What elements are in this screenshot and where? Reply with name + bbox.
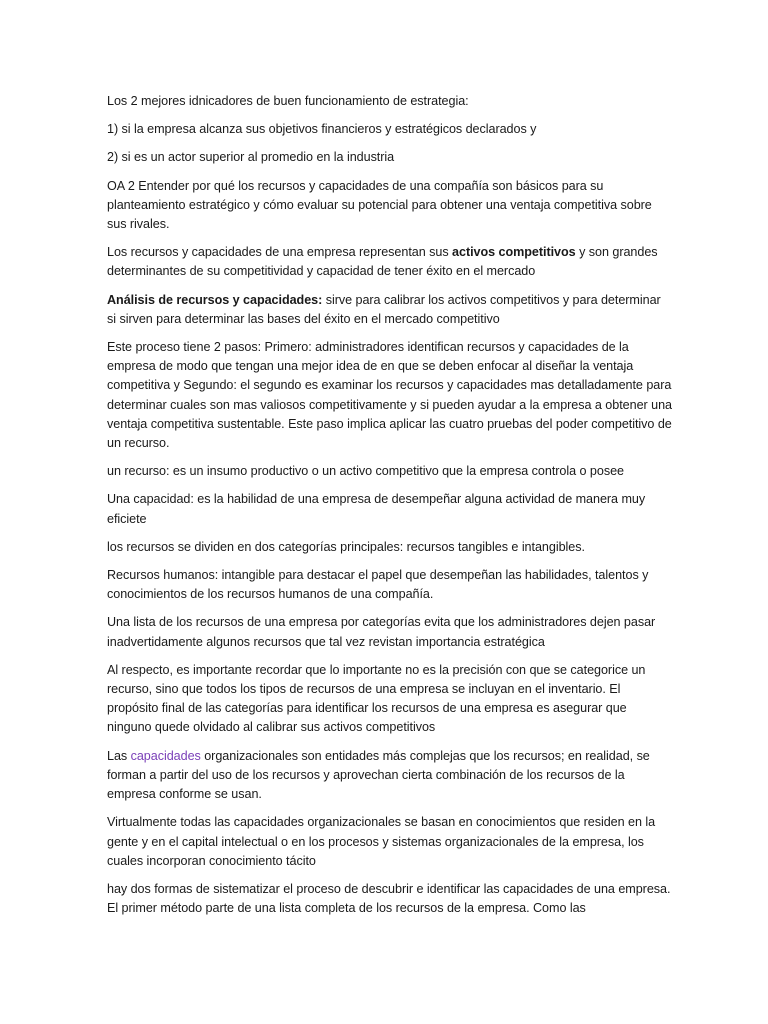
text-segment: Virtualmente todas las capacidades organizacionales se basan en conocimientos que residen en la gente y en el capital intelectual o en los procesos y sistemas organizacionales de la empresa, los cuales incorporan conocimiento tácito (107, 815, 656, 868)
text-segment: 2) si es un actor superior al promedio en la industria (107, 150, 395, 165)
text-segment: 1) si la empresa alcanza sus objetivos financieros y estratégicos declarados y (107, 122, 537, 137)
text-segment: OA 2 Entender por qué los recursos y capacidades de una compañía son básicos para su planteamiento estratégico y cómo evaluar su potencial para obtener una ventaja competitiva sobre sus rivales. (107, 178, 652, 232)
paragraph (107, 243, 672, 281)
paragraph (107, 538, 672, 557)
paragraph (107, 813, 672, 871)
paragraph (107, 747, 672, 805)
text-segment: Los recursos y capacidades de una empresa representan sus (107, 245, 453, 260)
text-segment: y son grandes determinantes de su competitividad y capacidad de tener éxito en el mercado (107, 245, 658, 279)
text-segment: Una lista de los recursos de una empresa por categorías evita que los administradores dejen pasar inadvertidamente algunos recursos que tal vez revistan importancia estratégica (107, 615, 656, 649)
paragraph (107, 177, 672, 235)
paragraph (107, 566, 672, 604)
bold-text: Análisis de recursos y capacidades: (107, 292, 323, 307)
document-body (107, 92, 672, 918)
highlighted-term: capacidades (130, 748, 201, 763)
text-segment: los recursos se dividen en dos categorías principales: recursos tangibles e intangibles. (107, 539, 585, 554)
paragraph (107, 880, 672, 918)
paragraph (107, 291, 672, 329)
paragraph (107, 490, 672, 528)
text-segment: Recursos humanos: intangible para destacar el papel que desempeñan las habilidades, talentos y conocimientos de los recursos humanos de una compañía. (107, 568, 649, 602)
text-segment: Este proceso tiene 2 pasos: Primero: administradores identifican recursos y capacidades de la empresa de modo que tengan una mejor idea de en que se deben enfocar al diseñar la ventaja competitiva y Segundo: el segundo es examinar los recursos y capacidades mas detalladamente para determinar cuales son mas valiosos competitivamente y si pueden ayudar a la empresa a obtener una ventaja competitiva sustentable. Este paso implica aplicar las cuatro pruebas del poder competitivo de un recurso. (107, 340, 672, 451)
text-segment: sirve para calibrar los activos competitivos y para determinar si sirven para determinar las bases del éxito en el mercado competitivo (107, 292, 661, 326)
paragraph (107, 338, 672, 453)
text-segment: organizacionales son entidades más complejas que los recursos; en realidad, se forman a partir del uso de los recursos y aprovechan cierta combinación de los recursos de la empresa conforme se usan. (107, 748, 650, 802)
text-segment: hay dos formas de sistematizar el proceso de descubrir e identificar las capacidades de una empresa. El primer método parte de una lista completa de los recursos de la empresa. Como las (107, 881, 671, 916)
paragraph (107, 661, 672, 738)
text-segment: Los 2 mejores idnicadores de buen funcionamiento de estrategia: (107, 94, 469, 108)
text-segment: Una capacidad: es la habilidad de una empresa de desempeñar alguna actividad de manera muy eficiete (107, 492, 646, 526)
paragraph (107, 92, 672, 111)
text-segment: Al respecto, es importante recordar que lo importante no es la precisión con que se categorice un recurso, sino que todos los tipos de recursos de una empresa se incluyan en el inventario. El propósito final de las categorías para identificar los recursos de una empresa es asegurar que ninguno quede olvidado al calibrar sus activos competitivos (107, 662, 646, 735)
text-segment: Las (107, 748, 131, 763)
paragraph (107, 462, 672, 481)
paragraph (107, 613, 672, 651)
text-segment: un recurso: es un insumo productivo o un activo competitivo que la empresa controla o posee (107, 464, 624, 479)
paragraph (107, 148, 672, 167)
paragraph (107, 120, 672, 139)
bold-text: activos competitivos (452, 245, 576, 260)
